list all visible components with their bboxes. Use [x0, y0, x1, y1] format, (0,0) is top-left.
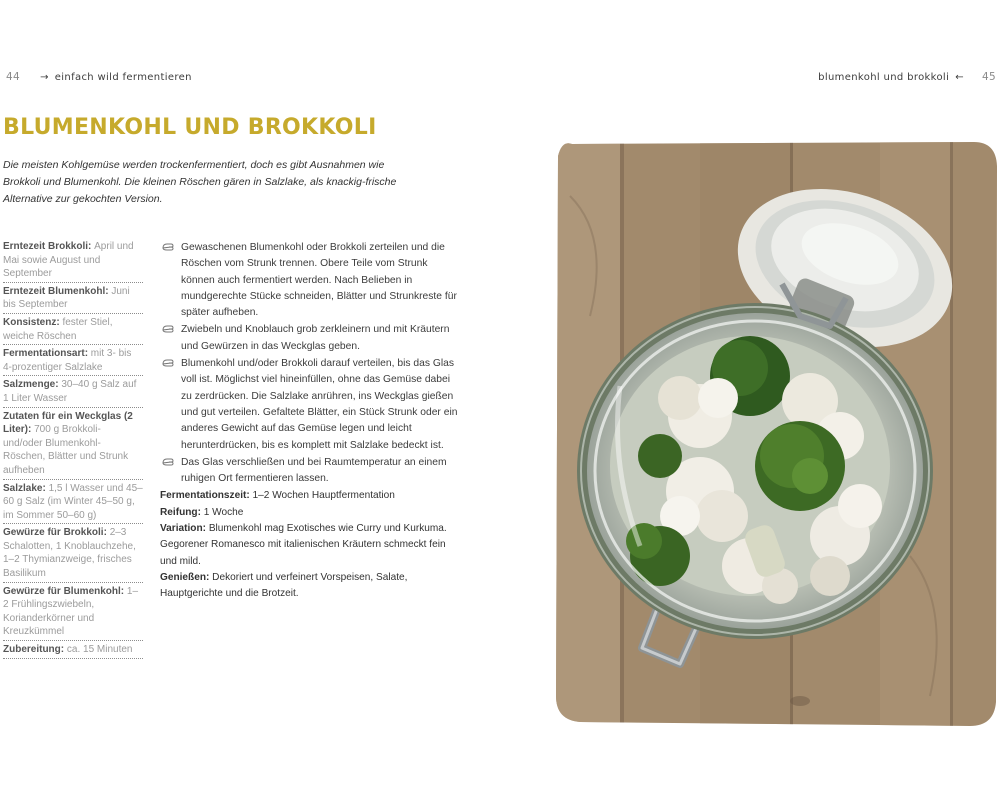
- fact-label: Erntezeit Blumenkohl: [3, 285, 106, 297]
- page-number-right: 45: [981, 71, 996, 83]
- note-value: Dekoriert und verfeinert Vorspeisen, Salate, Hauptgerichte und die Brotzeit.: [160, 571, 408, 600]
- fact-separator: :: [60, 644, 67, 656]
- instruction-text: Zwiebeln und Knoblauch grob zerkleinern und mit Kräutern und Gewürzen in das Weckglas geben.: [181, 324, 450, 352]
- fact-value: Juni bis September: [3, 285, 130, 311]
- instruction-text: Gewaschenen Blumenkohl oder Brokkoli zerteilen und die Röschen vom Strunk trennen. Obere Teile vom Strunk können auch fermentiert werden. Nach Belieben in mundgerechte Stücke schneiden, Blätter und Strunkreste für später aufheben.: [181, 242, 457, 319]
- fact-separator: :: [105, 285, 112, 297]
- fact-label: Gewürze für Blumenkohl: [3, 585, 121, 597]
- fact-label: Zubereitung: [3, 644, 61, 656]
- instruction-step: [160, 240, 460, 321]
- fact-label: Salzmenge: [3, 379, 56, 391]
- fact-separator: :: [42, 482, 49, 494]
- running-header-right: [818, 71, 996, 83]
- hand-pointer-icon: [162, 359, 174, 369]
- fact-separator: :: [84, 348, 91, 360]
- jar-photo-illustration: [550, 136, 998, 728]
- fact-value: fester Stiel, weiche Röschen: [3, 316, 113, 342]
- recipe-note: [160, 521, 460, 570]
- recipe-note: [160, 505, 460, 521]
- page-number-left: 44: [6, 71, 21, 83]
- fact-value: 1–2 Frühlingszwiebeln, Korianderkörner und Kreuzkümmel: [3, 585, 139, 638]
- arrow-left-icon: ←: [955, 72, 964, 83]
- fact-item: [3, 526, 143, 582]
- fact-value: 1,5 l Wasser und 45–60 g Salz (im Winter 45–50 g, im Sommer 50–60 g): [3, 482, 143, 521]
- running-header-left: [6, 71, 192, 83]
- fact-separator: :: [120, 585, 127, 597]
- fact-separator: :: [55, 379, 62, 391]
- fact-label: Fermentationsart: [3, 348, 85, 360]
- fact-value: April und Mai sowie August und September: [3, 241, 134, 280]
- fact-separator: :: [88, 241, 95, 252]
- recipe-title: BLUMENKOHL UND BROKKOLI: [3, 115, 377, 140]
- section-title-right: blumenkohl und brokkoli: [818, 72, 950, 83]
- fact-item: [3, 410, 143, 480]
- note-separator: :: [197, 506, 204, 518]
- fact-item: [3, 378, 143, 407]
- note-separator: :: [202, 523, 209, 535]
- fact-item: [3, 347, 143, 376]
- note-label: Genießen: [160, 571, 206, 583]
- fact-value: ca. 15 Minuten: [66, 644, 133, 656]
- fact-item: [3, 585, 143, 641]
- fact-value: 700 g Brokkoli- und/oder Blumenkohl-Röschen, Blätter und Strunk aufheben: [3, 424, 129, 476]
- instruction-step: [160, 455, 460, 488]
- fact-value: 2–3 Schalotten, 1 Knoblauchzehe, 1–2 Thymianzweige, frisches Basilikum: [3, 527, 136, 580]
- recipe-note: [160, 488, 460, 504]
- note-label: Reifung: [160, 506, 198, 518]
- arrow-right-icon: →: [40, 72, 49, 83]
- note-label: Variation: [160, 523, 203, 535]
- fact-separator: :: [56, 316, 63, 328]
- section-title-left: einfach wild fermentieren: [54, 72, 192, 83]
- note-label: Fermentationszeit: [160, 490, 247, 502]
- fact-item: [3, 240, 143, 283]
- fact-sidebar: [3, 240, 143, 661]
- fact-separator: :: [28, 424, 35, 436]
- instruction-column: [160, 240, 460, 603]
- instruction-text: Das Glas verschließen und bei Raumtemperatur an einem ruhigen Ort fermentieren lassen.: [181, 456, 447, 485]
- hand-pointer-icon: [162, 243, 174, 253]
- note-value: 1 Woche: [203, 506, 244, 518]
- fact-item: [3, 643, 143, 659]
- note-value: Blumenkohl mag Exotisches wie Curry und Kurkuma. Gegorener Romanesco mit italienischen Kräutern schmeckt fein und mild.: [160, 523, 447, 567]
- fact-label: Zutaten für ein Weckglas (2 Liter): [3, 410, 133, 436]
- hand-pointer-icon: [162, 458, 174, 468]
- fact-label: Erntezeit Brokkoli: [3, 241, 89, 252]
- fact-item: [3, 482, 143, 525]
- recipe-photo: [550, 136, 998, 728]
- fact-value: 30–40 g Salz auf 1 Liter Wasser: [3, 379, 137, 404]
- hand-pointer-icon: [162, 325, 174, 335]
- recipe-note: [160, 570, 460, 603]
- fact-label: Konsistenz: [3, 316, 57, 328]
- fact-label: Salzlake: [3, 482, 43, 494]
- fact-item: [3, 316, 143, 345]
- note-value: 1–2 Wochen Hauptfermentation: [252, 490, 395, 502]
- fact-separator: :: [103, 527, 110, 539]
- instruction-text: Blumenkohl und/oder Brokkoli darauf verteilen, bis das Glas voll ist. Möglichst viel hineinfüllen, ohne das Gemüse dabei zu zerdrücken. Die Salzlake anrühren, ins Weckglas gießen und gut verteilen. Gefaltete Blätter, ein Stück Strunk oder ein anderes Gewicht auf das Gemüse legen und leicht herunterdrücken, bis es komplett mit Salzlake bedeckt ist.: [181, 358, 458, 451]
- note-separator: :: [246, 490, 253, 502]
- fact-value: mit 3- bis 4-prozentiger Salzlake: [3, 348, 132, 373]
- instruction-step: [160, 356, 460, 454]
- fact-item: [3, 285, 143, 314]
- instruction-step: [160, 322, 460, 355]
- fact-label: Gewürze für Brokkoli: [3, 527, 104, 539]
- recipe-intro: Die meisten Kohlgemüse werden trockenfermentiert, doch es gibt Ausnahmen wie Brokkoli und Blumenkohl. Die kleinen Röschen gären in Salzlake, als knackig-frische Alternative zur gekochten Version.: [3, 159, 397, 205]
- note-separator: :: [206, 571, 213, 583]
